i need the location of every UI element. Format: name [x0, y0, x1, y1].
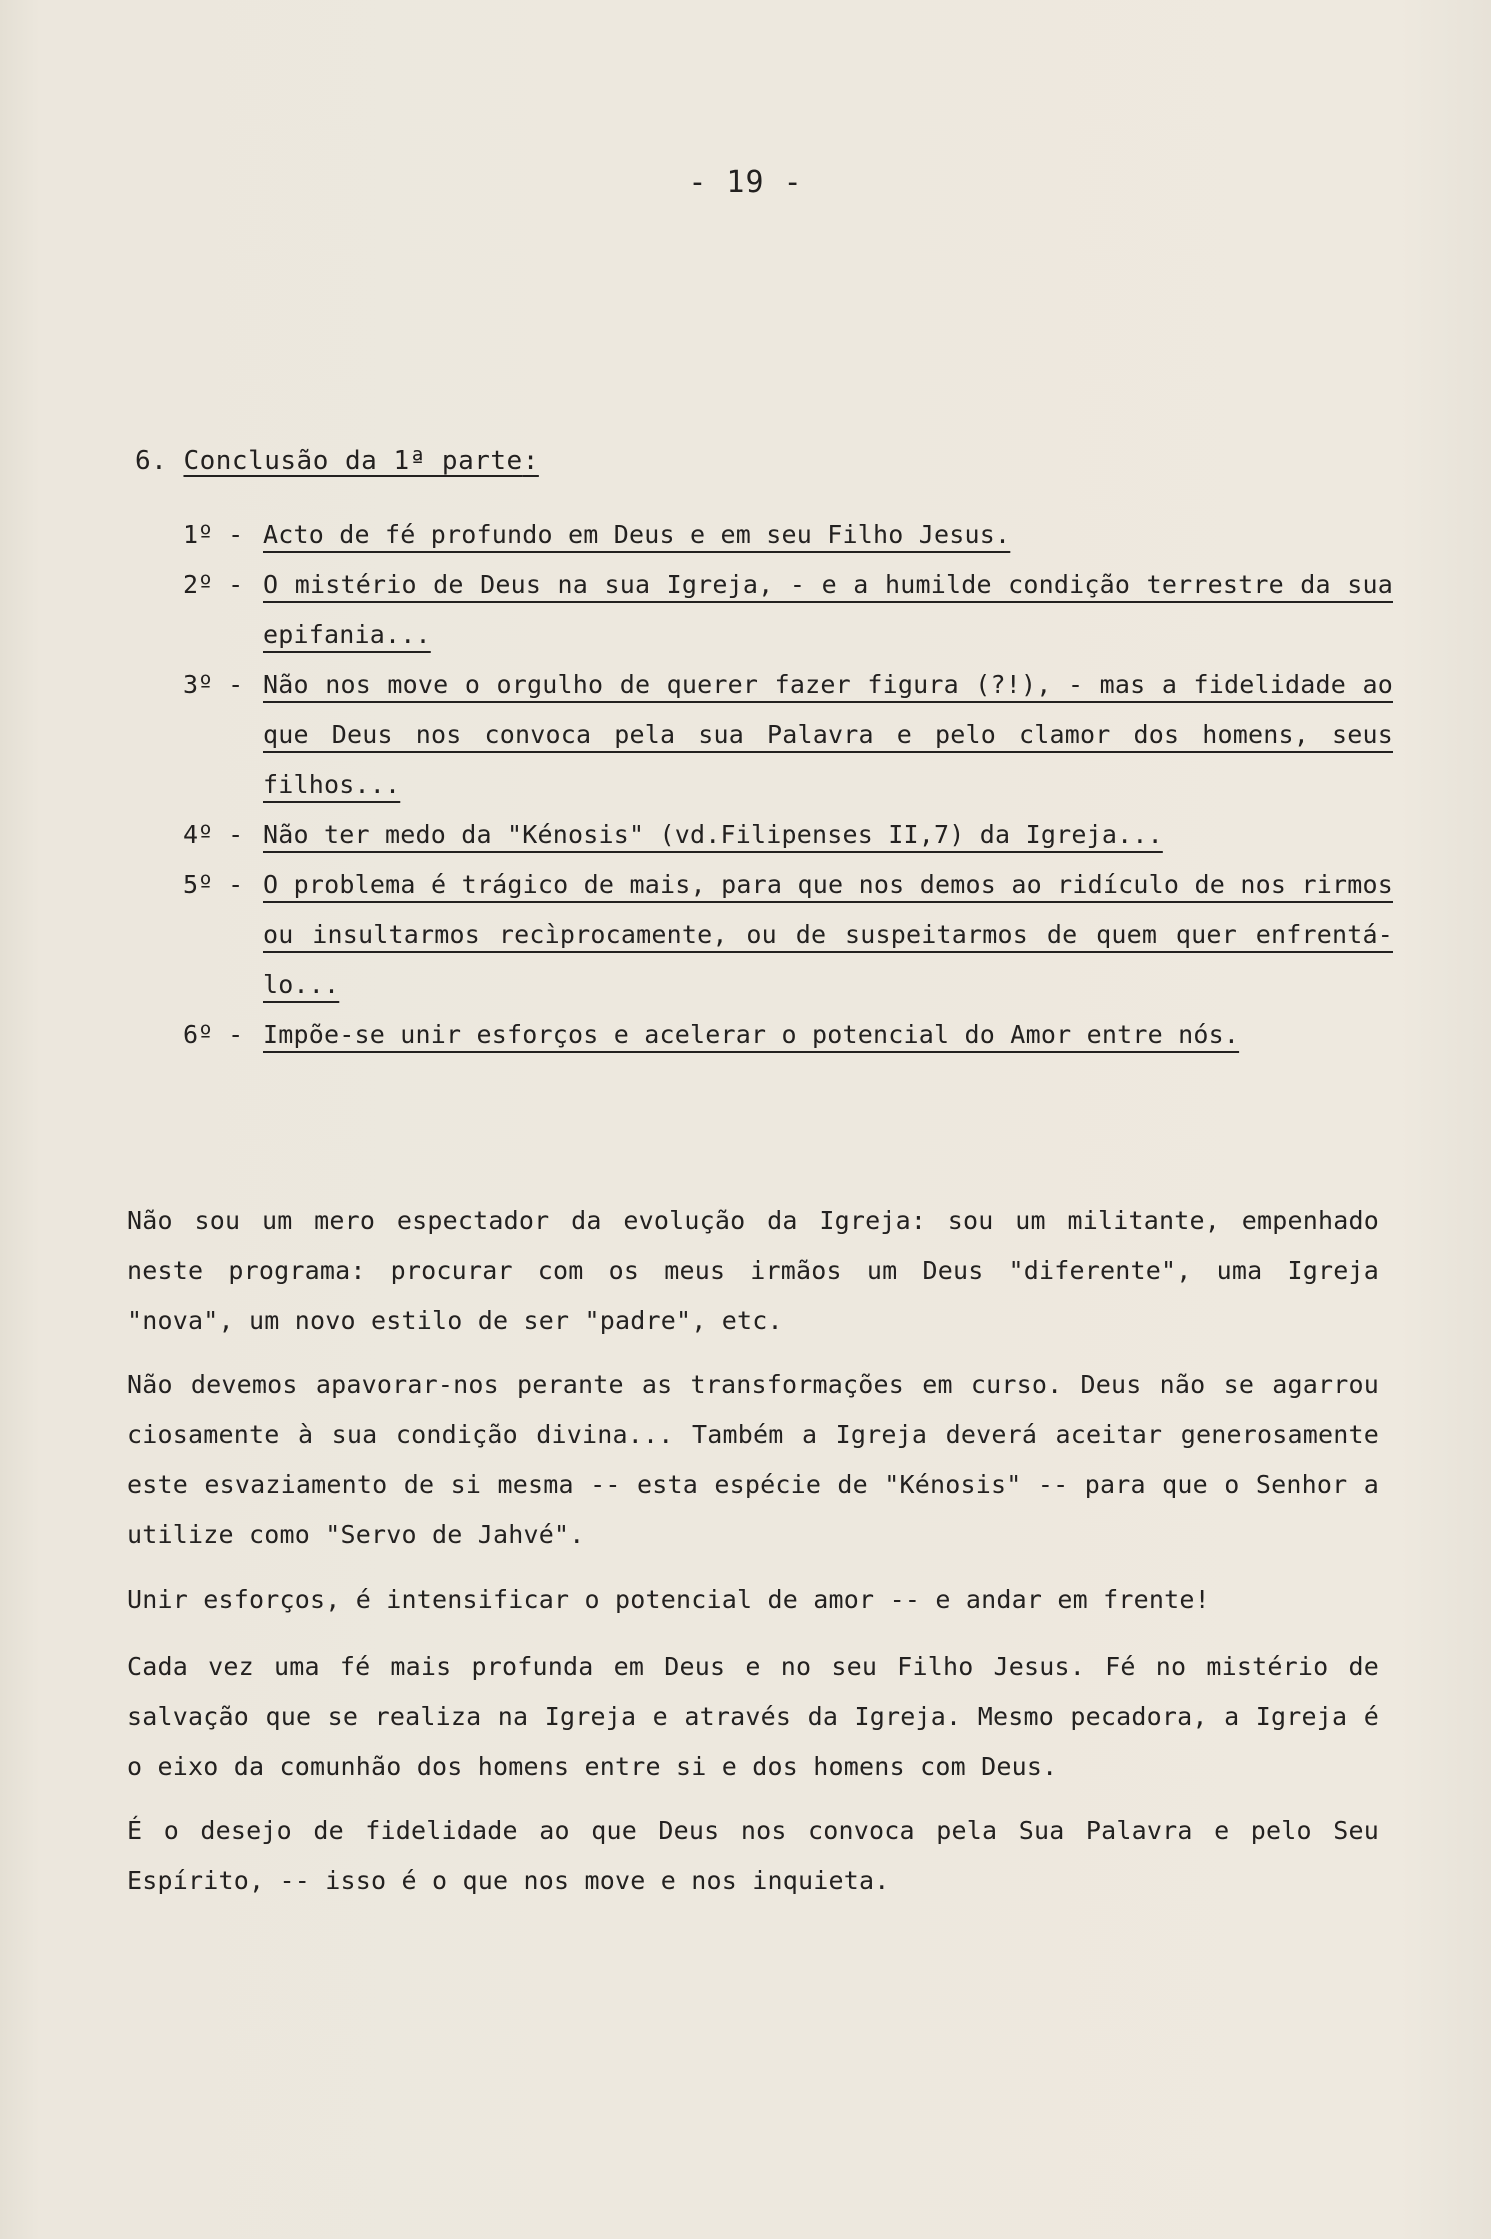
- list-item: [183, 860, 1393, 1010]
- item-number: 6º -: [183, 1020, 244, 1049]
- list-item: [183, 560, 1393, 660]
- item-text: Impõe-se unir esforços e acelerar o potencial do Amor entre nós.: [263, 1020, 1240, 1049]
- conclusion-list: [183, 510, 1393, 1060]
- list-item: [183, 810, 1393, 860]
- item-number: 2º -: [183, 570, 244, 599]
- paragraph: Unir esforços, é intensificar o potencial de amor -- e andar em frente!: [127, 1585, 1210, 1614]
- section-number: 6.: [135, 446, 168, 476]
- list-item: [183, 510, 1393, 560]
- paragraph: Não devemos apavorar-nos perante as transformações em curso. Deus não se agarrou ciosamente à sua condição divina... Também a Igreja deverá aceitar generosamente este esvaziamento de si mesma -- esta espécie de "Kénosis" -- para que o Senhor a utilize como "Servo de Jahvé".: [127, 1370, 1379, 1549]
- item-text: O mistério de Deus na sua Igreja, - e a humilde condição terrestre da sua epifania...: [263, 570, 1393, 649]
- paragraph: É o desejo de fidelidade ao que Deus nos convoca pela Sua Palavra e pelo Seu Espírito, -- isso é o que nos move e nos inquieta.: [127, 1816, 1379, 1895]
- item-number: 4º -: [183, 820, 244, 849]
- section-heading: [135, 446, 539, 476]
- page-number: - 19 -: [688, 165, 803, 200]
- item-number: 3º -: [183, 670, 244, 699]
- section-title: Conclusão da 1ª parte: [183, 446, 523, 476]
- item-text: Não ter medo da "Kénosis" (vd.Filipenses II,7) da Igreja...: [263, 820, 1163, 849]
- item-text: Não nos move o orgulho de querer fazer figura (?!), - mas a fidelidade ao que Deus nos convoca pela sua Palavra e pelo clamor dos homens, seus filhos...: [263, 670, 1393, 799]
- item-text: O problema é trágico de mais, para que nos demos ao ridículo de nos rirmos ou insultarmos recìprocamente, ou de suspeitarmos de quem quer enfrentá-lo...: [263, 870, 1393, 999]
- item-text: Acto de fé profundo em Deus e em seu Filho Jesus.: [263, 520, 1011, 549]
- list-item: [183, 660, 1393, 810]
- list-item: [183, 1010, 1393, 1060]
- paragraph: Não sou um mero espectador da evolução da Igreja: sou um militante, empenhado neste programa: procurar com os meus irmãos um Deus "diferente", uma Igreja "nova", um novo estilo de ser "padre", etc.: [127, 1206, 1379, 1335]
- item-number: 1º -: [183, 520, 244, 549]
- paragraph: Cada vez uma fé mais profunda em Deus e no seu Filho Jesus. Fé no mistério de salvação que se realiza na Igreja e através da Igreja. Mesmo pecadora, a Igreja é o eixo da comunhão dos homens entre si e dos homens com Deus.: [127, 1652, 1379, 1781]
- section-colon: :: [522, 446, 539, 476]
- item-number: 5º -: [183, 870, 244, 899]
